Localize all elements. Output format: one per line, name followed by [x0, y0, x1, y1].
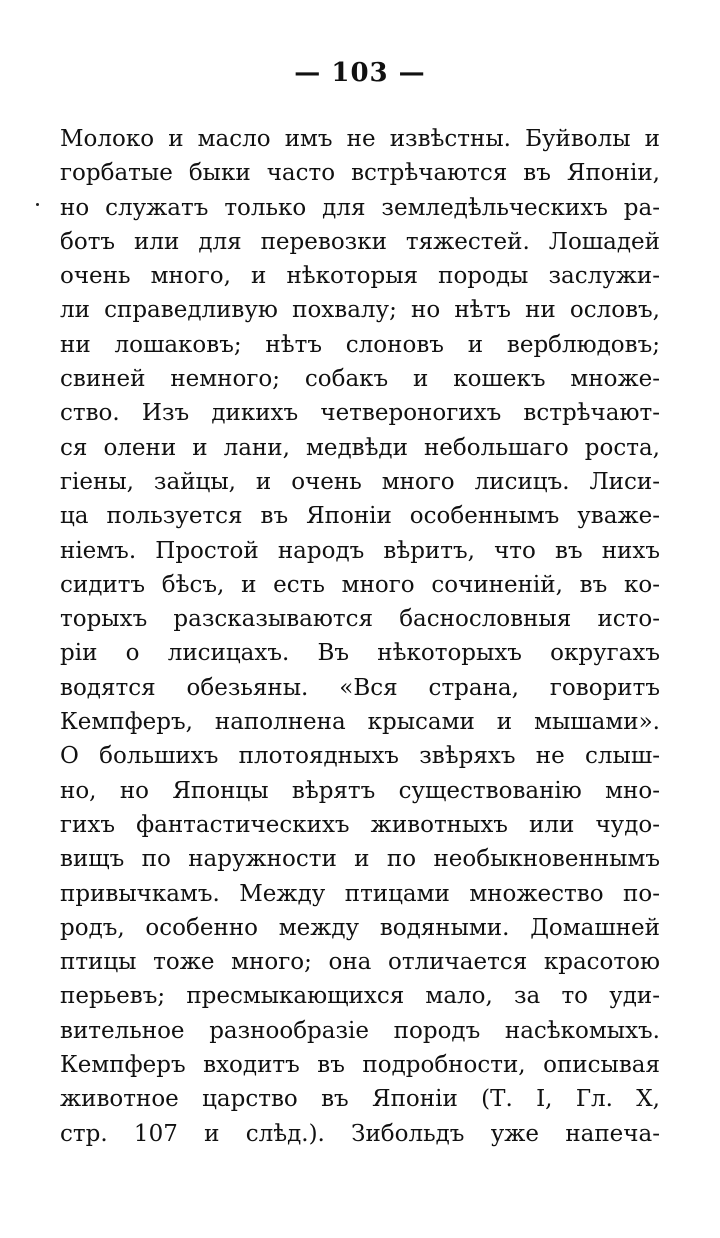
- text-line: сидитъ бѣсъ, и есть много сочиненій, въ ко-: [60, 571, 660, 598]
- text-line: Молоко и масло имъ не извѣстны. Буйволы и: [60, 126, 660, 152]
- text-line: птицы тоже много; она отличается красотою: [60, 949, 660, 976]
- text-line: ботъ или для перевозки тяжестей. Лошадей: [60, 228, 660, 255]
- text-line: перьевъ; пресмыкающихся мало, за то уди-: [60, 983, 660, 1010]
- text-line: вищъ по наружности и по необыкновеннымъ: [60, 846, 660, 873]
- text-line: Кемпферъ входитъ въ подробности, описывая: [60, 1052, 660, 1079]
- body-text: [60, 122, 660, 1151]
- text-line: водятся обезьяны. «Вся страна, говоритъ: [60, 674, 660, 701]
- text-line: ріи о лисицахъ. Въ нѣкоторыхъ округахъ: [60, 640, 660, 667]
- text-line: ство. Изъ дикихъ четвероногихъ встрѣчают-: [60, 400, 660, 427]
- text-line: гіены, зайцы, и очень много лисицъ. Лиси-: [60, 468, 660, 495]
- text-line: ца пользуется въ Японіи особеннымъ уваже-: [60, 503, 660, 530]
- text-line: О большихъ плотоядныхъ звѣряхъ не слыш-: [60, 743, 660, 770]
- text-line: родъ, особенно между водяными. Домашней: [60, 914, 660, 941]
- text-line: вительное разнообразіе породъ насѣкомыхъ.: [60, 1017, 660, 1044]
- text-line: очень много, и нѣкоторыя породы заслужи-: [60, 263, 660, 290]
- text-line: ни лошаковъ; нѣтъ слоновъ и верблюдовъ;: [60, 331, 660, 358]
- text-line: но служатъ только для земледѣльческихъ ра-: [60, 194, 660, 221]
- text-line: привычкамъ. Между птицами множество по-: [60, 880, 660, 907]
- text-line: животное царство въ Японіи (Т. I, Гл. X,: [60, 1086, 660, 1113]
- text-line: ніемъ. Простой народъ вѣритъ, что въ нихъ: [60, 537, 660, 564]
- page-number-header: — 103 —: [294, 58, 426, 88]
- text-line: стр. 107 и слѣд.). Зибольдъ уже напеча-: [60, 1120, 660, 1147]
- text-line: свиней немного; собакъ и кошекъ множе-: [60, 366, 660, 393]
- text-line: но, но Японцы вѣрятъ существованію мно-: [60, 777, 660, 804]
- text-line: ли справедливую похвалу; но нѣтъ ни ословъ,: [60, 297, 660, 324]
- text-line: Кемпферъ, наполнена крысами и мышами».: [60, 709, 660, 736]
- text-line: гихъ фантастическихъ животныхъ или чудо-: [60, 811, 660, 838]
- text-line: горбатые быки часто встрѣчаются въ Японіи,: [60, 160, 660, 187]
- text-line: торыхъ разсказываются баснословныя исто-: [60, 606, 660, 633]
- margin-mark: [36, 203, 39, 206]
- text-line: ся олени и лани, медвѣди небольшаго роста,: [60, 434, 660, 461]
